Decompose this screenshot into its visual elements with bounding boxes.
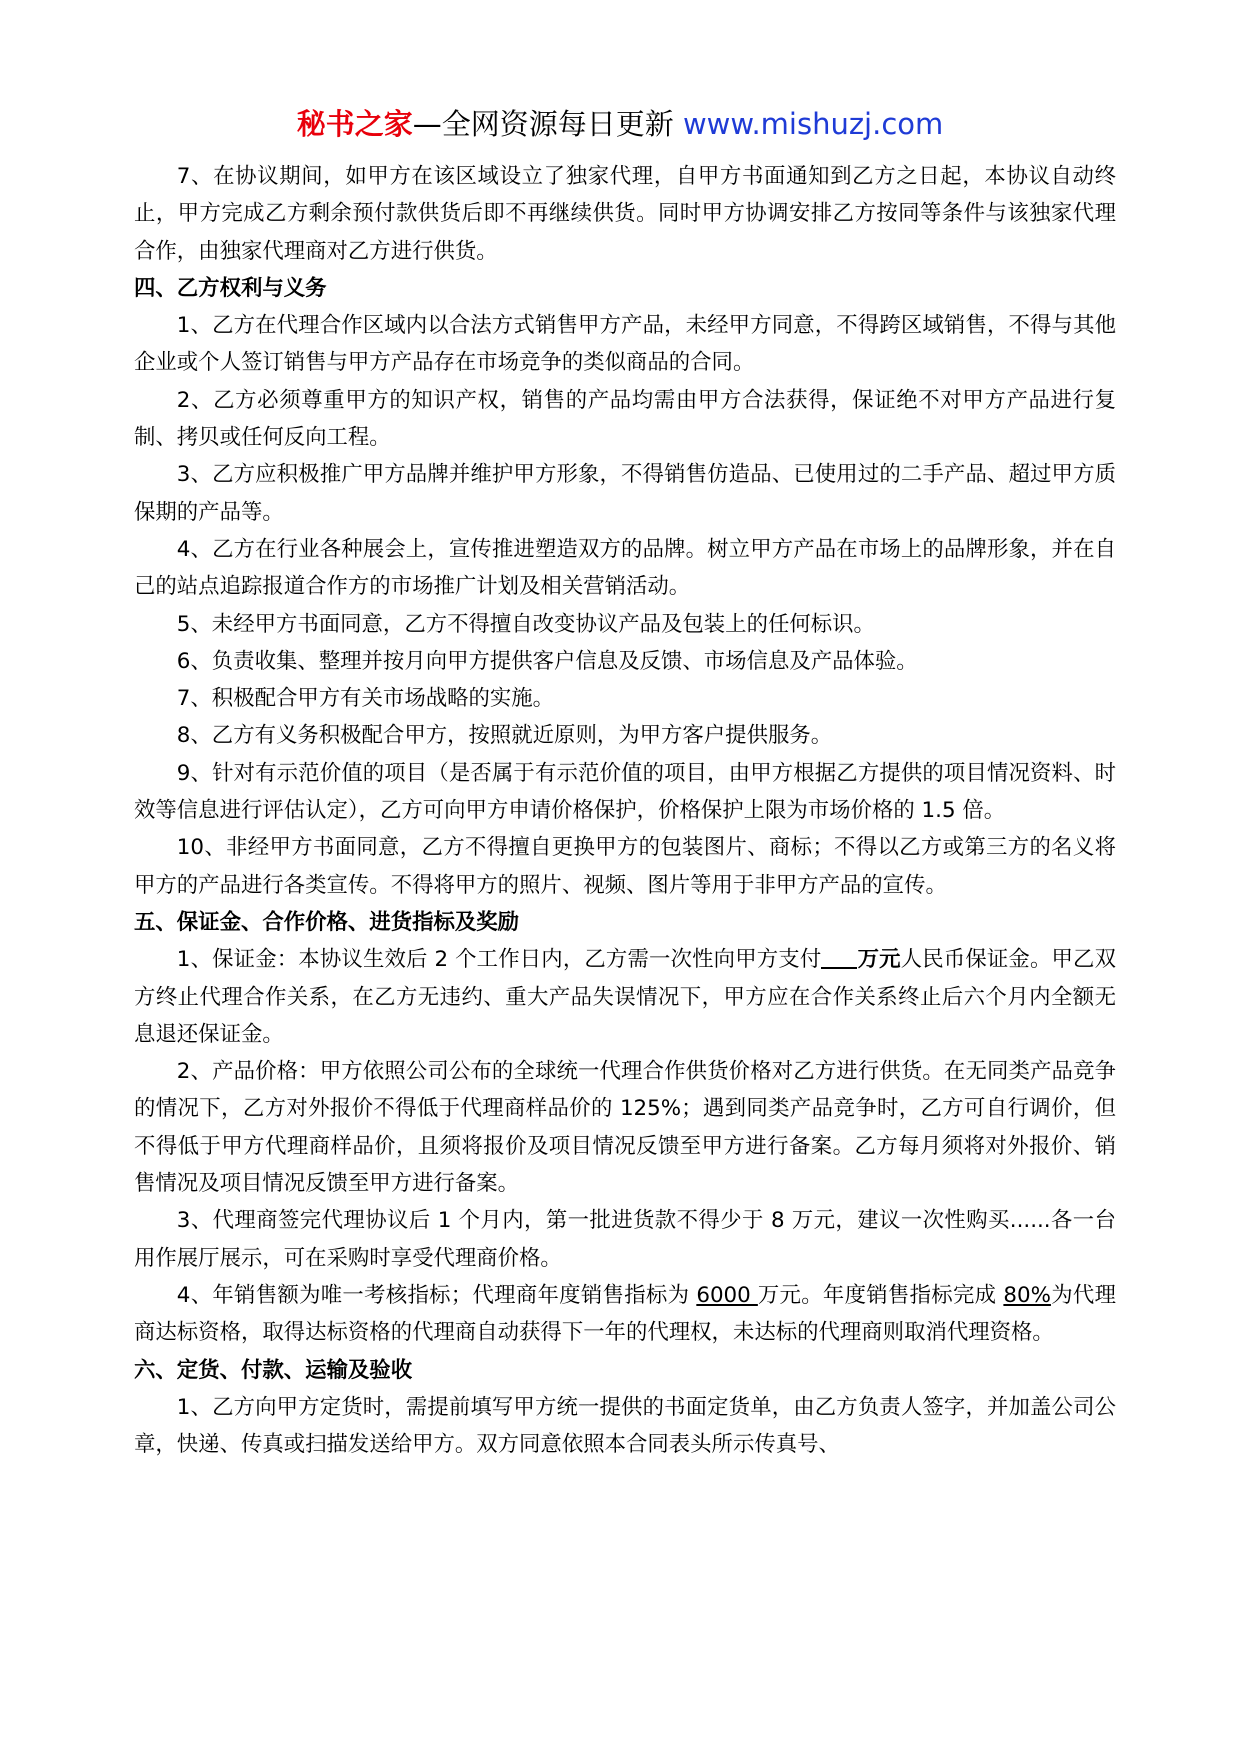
clause-3-7: 7、在协议期间，如甲方在该区域设立了独家代理，自甲方书面通知到乙方之日起，本协议自动终止，甲方完成乙方剩余预付款供货后即不再继续供货。同时甲方协调安排乙方按同等条件与该独家代理合作，由独家代理商对乙方进行供货。 [134,164,1116,264]
clause-5-1-text-a: 1、保证金：本协议生效后 2 个工作日内，乙方需一次性向甲方支付 [176,947,822,973]
header-brand: 秘书之家 [296,107,413,141]
clause-5-4-text-b: 万元。年度销售指标完成 [757,1282,1004,1308]
section-heading-4: 四、乙方权利与义务 [134,275,327,301]
sales-target-amount: 6000 [696,1282,758,1308]
clause-4-3: 3、乙方应积极推广甲方品牌并维护甲方形象，不得销售仿造品、已使用过的二手产品、超过甲方质保期的产品等。 [134,462,1116,525]
clause-4-8: 8、乙方有义务积极配合甲方，按照就近原则，为甲方客户提供服务。 [176,723,833,749]
clause-5-3: 3、代理商签完代理协议后 1 个月内，第一批进货款不得少于 8 万元，建议一次性购买......各一台用作展厅展示，可在采购时享受代理商价格。 [134,1208,1116,1271]
clause-5-4-text-c: 为代理商达标资格，取得达标资格的代理商自动获得下一年的代理权，未达标的代理商则取消代理资格。 [134,1282,1116,1346]
clause-5-4-text-a: 4、年销售额为唯一考核指标；代理商年度销售指标为 [176,1282,697,1308]
clause-4-5: 5、未经甲方书面同意，乙方不得擅自改变协议产品及包装上的任何标识。 [176,611,875,637]
clause-6-1: 1、乙方向甲方定货时，需提前填写甲方统一提供的书面定货单，由乙方负责人签字，并加盖公司公章，快递、传真或扫描发送给甲方。双方同意依照本合同表头所示传真号、 [134,1394,1116,1458]
section-heading-6: 六、定货、付款、运输及验收 [134,1357,413,1383]
clause-4-7: 7、积极配合甲方有关市场战略的实施。 [176,686,555,712]
target-percentage: 80% [1003,1282,1051,1308]
page-header [0,104,1240,144]
clause-5-2: 2、产品价格：甲方依照公司公布的全球统一代理合作供货价格对乙方进行供货。在无同类产品竞争的情况下，乙方对外报价不得低于代理商样品价的 125%；遇到同类产品竞争时，乙方可自行调价，但不得低于甲方代理商样品价，且须将报价及项目情况反馈至甲方进行备案。乙方每月须将对外报价、销售情况及项目情况反馈至甲方进行备案。 [134,1059,1116,1197]
document-body [134,158,1116,1463]
clause-4-9: 9、针对有示范价值的项目（是否属于有示范价值的项目，由甲方根据乙方提供的项目情况资料、时效等信息进行评估认定），乙方可向甲方申请价格保护，价格保护上限为市场价格的 1.5 倍。 [134,760,1116,824]
clause-4-2: 2、乙方必须尊重甲方的知识产权，销售的产品均需由甲方合法获得，保证绝不对甲方产品进行复制、拷贝或任何反向工程。 [134,387,1116,451]
deposit-unit: 万元 [857,947,901,973]
clause-5-4 [134,1277,1116,1352]
clause-5-1 [134,941,1116,1053]
clause-4-10: 10、非经甲方书面同意，乙方不得擅自更换甲方的包装图片、商标；不得以乙方或第三方的名义将甲方的产品进行各类宣传。不得将甲方的照片、视频、图片等用于非甲方产品的宣传。 [134,835,1116,898]
section-heading-5: 五、保证金、合作价格、进货指标及奖励 [134,909,520,935]
clause-4-6: 6、负责收集、整理并按月向甲方提供客户信息及反馈、市场信息及产品体验。 [176,648,918,674]
deposit-amount-blank [821,946,857,969]
header-url[interactable]: www.mishuzj.com [682,107,944,141]
header-slogan: —全网资源每日更新 [412,107,674,141]
clause-5-1-text-c: 人民币保证金。甲乙双方终止代理合作关系，在乙方无违约、重大产品失误情况下，甲方应在合作关系终止后六个月内全额无息退还保证金。 [134,947,1116,1047]
clause-4-4: 4、乙方在行业各种展会上，宣传推进塑造双方的品牌。树立甲方产品在市场上的品牌形象，并在自己的站点追踪报道合作方的市场推广计划及相关营销活动。 [134,536,1116,600]
clause-4-1: 1、乙方在代理合作区域内以合法方式销售甲方产品，未经甲方同意，不得跨区域销售，不得与其他企业或个人签订销售与甲方产品存在市场竞争的类似商品的合同。 [134,313,1116,376]
